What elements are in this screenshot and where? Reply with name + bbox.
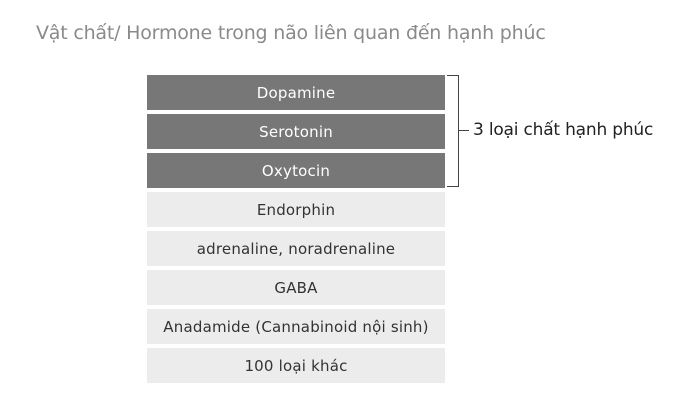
group-bracket <box>447 75 459 187</box>
item-serotonin: Serotonin <box>147 114 445 149</box>
item-gaba: GABA <box>147 270 445 305</box>
item-adrenaline: adrenaline, noradrenaline <box>147 231 445 266</box>
item-dopamine: Dopamine <box>147 75 445 110</box>
item-oxytocin: Oxytocin <box>147 153 445 188</box>
diagram-title: Vật chất/ Hormone trong não liên quan đến hạnh phúc <box>36 22 546 44</box>
item-anandamide: Anadamide (Cannabinoid nội sinh) <box>147 309 445 344</box>
happy-group-label: 3 loại chất hạnh phúc <box>473 120 654 140</box>
item-endorphin: Endorphin <box>147 192 445 227</box>
substance-stack <box>147 75 445 387</box>
item-others: 100 loại khác <box>147 348 445 383</box>
group-bracket-tick <box>459 130 469 131</box>
